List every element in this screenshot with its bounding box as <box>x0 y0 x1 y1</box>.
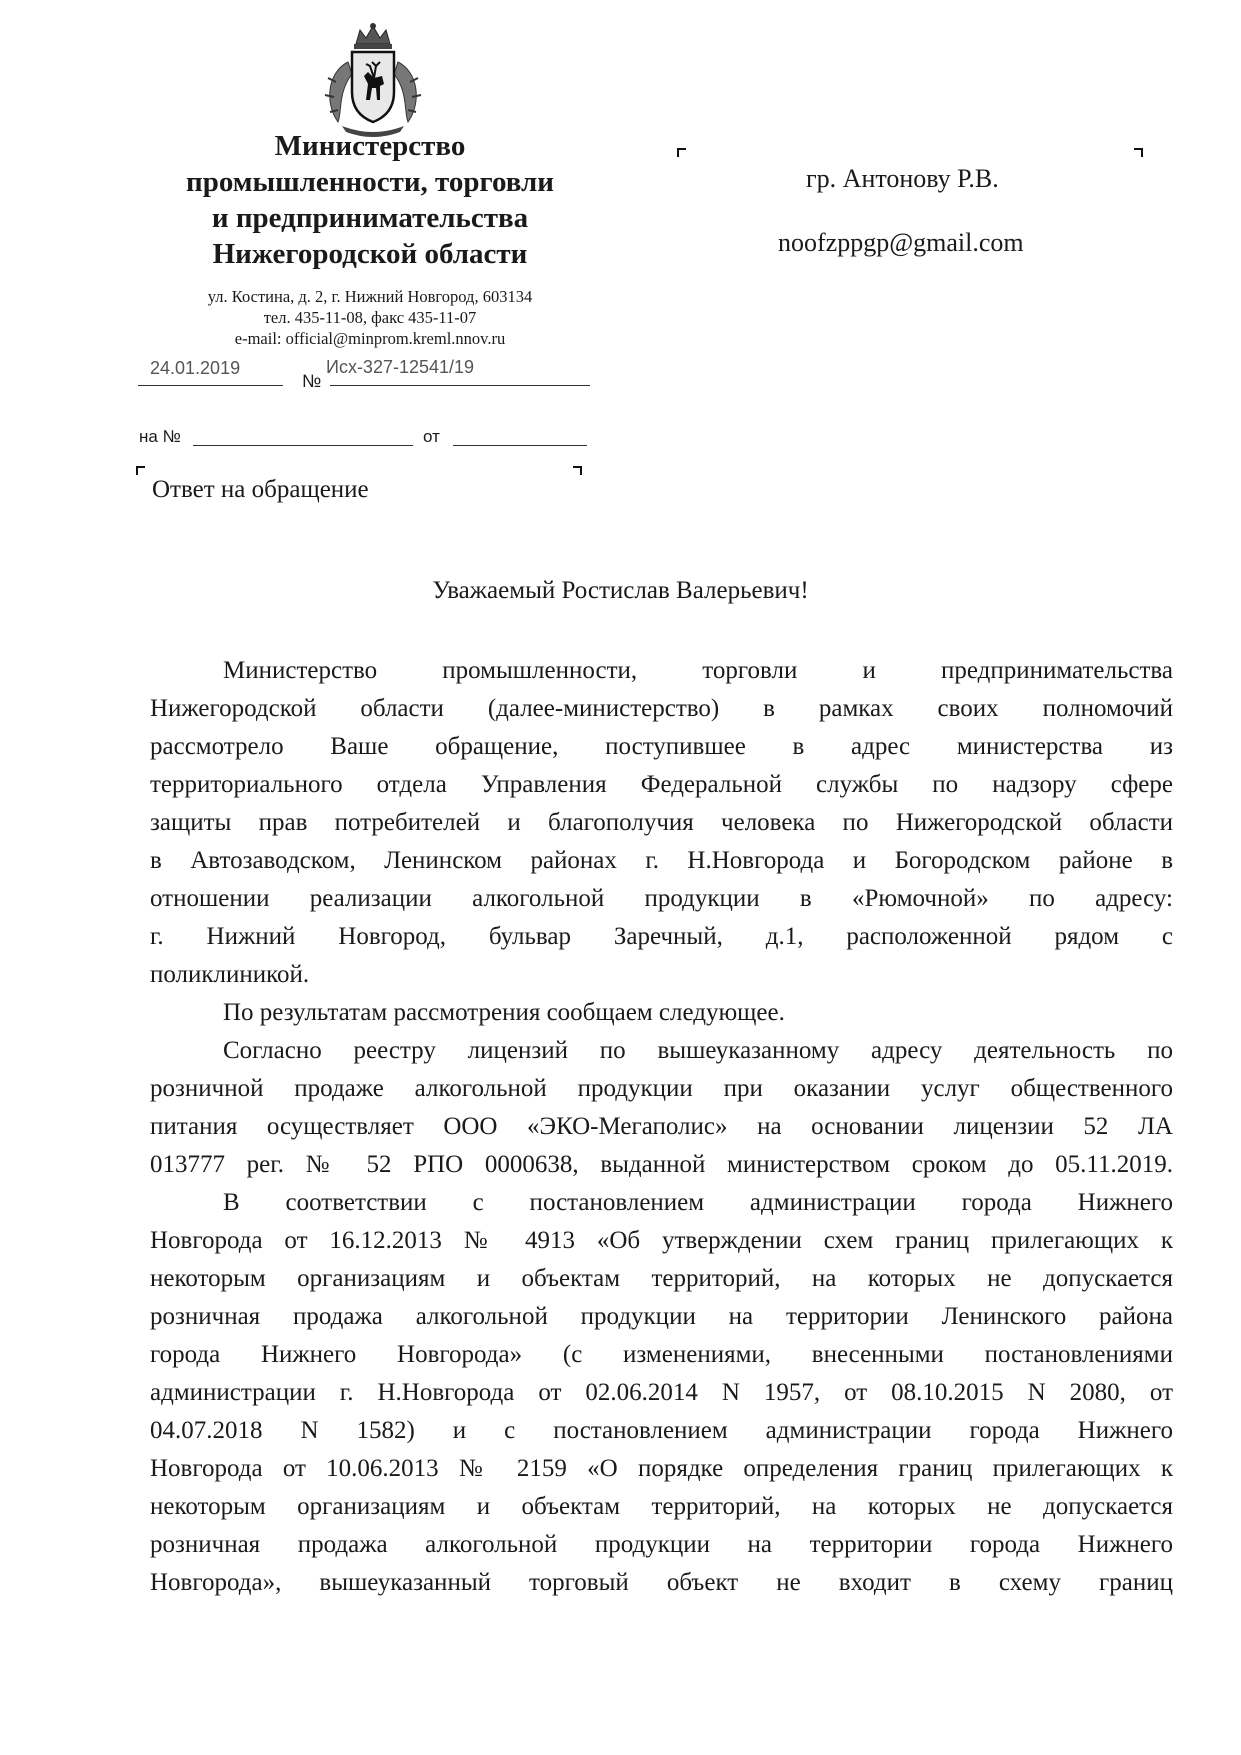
body-line: защиты прав потребителей и благополучия человека по Нижегородской области <box>150 809 1173 836</box>
body-line: Новгорода от 16.12.2013 № 4913 «Об утверждении схем границ прилегающих к <box>150 1227 1173 1254</box>
body-line: Согласно реестру лицензий по вышеуказанному адресу деятельность по <box>223 1037 1173 1064</box>
subject-corner-left <box>136 466 145 475</box>
body-line: администрации г. Н.Новгорода от 02.06.2014 N 1957, от 08.10.2015 N 2080, от <box>150 1379 1173 1406</box>
body-line: По результатам рассмотрения сообщаем следующее. <box>223 999 785 1026</box>
recipient-email: noofzppgp@gmail.com <box>778 228 1024 257</box>
reply-to-label: на № <box>139 427 181 446</box>
registration-number-line <box>330 385 590 386</box>
ministry-name-line-1: Министерство <box>274 130 466 162</box>
body-line: города Нижнего Новгорода» (с изменениями, внесенными постановлениями <box>150 1341 1173 1368</box>
body-line: поликлиникой. <box>150 961 310 988</box>
ministry-name-line-4: Нижегородской области <box>212 238 528 270</box>
reply-to-line <box>193 445 413 446</box>
coat-of-arms-emblem <box>318 22 428 140</box>
ministry-name-line-2: промышленности, торговли <box>185 166 555 198</box>
subject-corner-right <box>573 466 582 475</box>
body-line: рассмотрело Ваше обращение, поступившее в адрес министерства из <box>150 733 1173 760</box>
body-line: 013777 рег. № 52 РПО 0000638, выданной министерством сроком до 05.11.2019. <box>150 1151 1173 1178</box>
body-line: питания осуществляет ООО «ЭКО-Мегаполис» на основании лицензии 52 ЛА <box>150 1113 1173 1140</box>
reply-from-label: от <box>423 427 440 446</box>
body-line: В соответствии с постановлением администрации города Нижнего <box>223 1189 1173 1216</box>
body-line: Министерство промышленности, торговли и предпринимательства <box>223 657 1173 684</box>
body-line: розничная продажа алкогольной продукции на территории города Нижнего <box>150 1531 1173 1558</box>
body-line: некоторым организациям и объектам территорий, на которых не допускается <box>150 1493 1173 1520</box>
body-line: розничная продажа алкогольной продукции на территории Ленинского района <box>150 1303 1173 1330</box>
body-line: Новгорода от 10.06.2013 № 2159 «О порядке определения границ прилегающих к <box>150 1455 1173 1482</box>
ministry-email: e-mail: official@minprom.kreml.nnov.ru <box>234 329 506 348</box>
body-line: г. Нижний Новгород, бульвар Заречный, д.1, расположенной рядом с <box>150 923 1173 950</box>
recipient-name: гр. Антонову Р.В. <box>806 164 999 193</box>
addressee-corner-right <box>1134 148 1143 157</box>
body-line: Нижегородской области (далее-министерство) в рамках своих полномочий <box>150 695 1173 722</box>
number-sign: № <box>302 371 322 391</box>
letter-subject: Ответ на обращение <box>152 476 369 503</box>
ministry-address: ул. Костина, д. 2, г. Нижний Новгород, 603134 <box>207 287 533 306</box>
letter-greeting: Уважаемый Ростислав Валерьевич! <box>432 577 809 604</box>
body-line: некоторым организациям и объектам территорий, на которых не допускается <box>150 1265 1173 1292</box>
ministry-phone: тел. 435-11-08, факс 435-11-07 <box>263 308 477 327</box>
reply-from-line <box>453 445 587 446</box>
registration-date: 24.01.2019 <box>150 358 241 378</box>
body-line: в Автозаводском, Ленинском районах г. Н.Новгорода и Богородском районе в <box>150 847 1173 874</box>
body-line: территориального отдела Управления Федеральной службы по надзору сфере <box>150 771 1173 798</box>
registration-date-line <box>138 385 283 386</box>
ministry-name <box>130 128 610 272</box>
body-line: Новгорода», вышеуказанный торговый объект не входит в схему границ <box>150 1569 1173 1596</box>
body-line: розничной продаже алкогольной продукции при оказании услуг общественного <box>150 1075 1173 1102</box>
body-line: отношении реализации алкогольной продукции в «Рюмочной» по адресу: <box>150 885 1173 912</box>
body-line: 04.07.2018 N 1582) и с постановлением администрации города Нижнего <box>150 1417 1173 1444</box>
addressee-corner-left <box>677 148 686 157</box>
ministry-name-line-3: и предпринимательства <box>211 202 529 234</box>
registration-number: Исх-327-12541/19 <box>326 357 475 377</box>
